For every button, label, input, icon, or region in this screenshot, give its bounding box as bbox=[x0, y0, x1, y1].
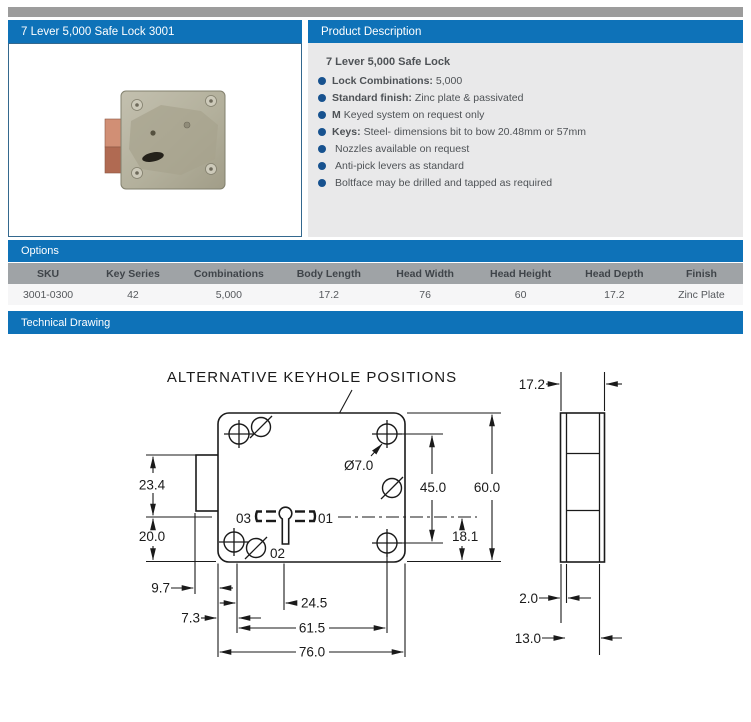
page-top-divider-bar bbox=[8, 7, 743, 17]
dimension-label: 7.3 bbox=[181, 610, 200, 626]
product-description-title: Product Description bbox=[321, 25, 422, 38]
dimension-label: 17.2 bbox=[518, 377, 545, 392]
dimension-label: 20.0 bbox=[138, 529, 166, 544]
list-item: M Keyed system on request only bbox=[318, 110, 733, 121]
product-photo-panel bbox=[8, 43, 302, 237]
dimension-label: 18.1 bbox=[452, 529, 479, 544]
dimension-label: 60.0 bbox=[473, 480, 501, 495]
column-header-finish: Finish bbox=[685, 267, 717, 280]
column-header-head-depth: Head Depth bbox=[585, 267, 644, 280]
table-row bbox=[8, 284, 743, 305]
list-item: Anti-pick levers as standard bbox=[318, 161, 733, 172]
column-header-key-series: Key Series bbox=[106, 267, 160, 280]
bullet-icon bbox=[318, 77, 326, 85]
bullet-icon bbox=[318, 94, 326, 102]
table-header-row bbox=[8, 263, 743, 284]
spindle-hole bbox=[184, 122, 190, 128]
dimension-label: 45.0 bbox=[419, 480, 447, 495]
list-item: Nozzles available on request bbox=[318, 144, 733, 155]
description-heading: 7 Lever 5,000 Safe Lock bbox=[326, 56, 451, 68]
product-title-header bbox=[8, 20, 302, 43]
lock-bolt bbox=[105, 119, 123, 173]
hole-diameter-label: Ø7.0 bbox=[344, 458, 374, 473]
bullet-icon bbox=[318, 128, 326, 136]
product-description-header bbox=[308, 20, 743, 43]
column-header-head-width: Head Width bbox=[396, 267, 454, 280]
dimension-label: 9.7 bbox=[151, 580, 170, 596]
column-header-sku: SKU bbox=[36, 267, 60, 280]
bullet-icon bbox=[318, 145, 326, 153]
product-description-panel bbox=[308, 43, 743, 237]
cell-head-width: 76 bbox=[419, 288, 431, 301]
dimension-label: 13.0 bbox=[514, 631, 541, 646]
description-bullet-list bbox=[318, 76, 733, 189]
bullet-icon bbox=[318, 179, 326, 187]
technical-drawing-canvas bbox=[0, 340, 751, 722]
dimension-label: 61.5 bbox=[298, 620, 326, 636]
list-item: Boltface may be drilled and tapped as required bbox=[318, 178, 733, 189]
cell-head-height: 60 bbox=[514, 288, 527, 301]
cell-finish: Zinc Plate bbox=[678, 288, 725, 301]
column-header-head-height: Head Height bbox=[489, 267, 552, 280]
keyhole-position-label: 02 bbox=[270, 546, 286, 561]
list-item: Lock Combinations: 5,000 bbox=[318, 76, 733, 87]
bullet-icon bbox=[318, 111, 326, 119]
product-title: 7 Lever 5,000 Safe Lock 3001 bbox=[21, 25, 175, 38]
rivet-dot bbox=[150, 130, 155, 135]
column-header-body-length: Body Length bbox=[296, 267, 361, 280]
options-header bbox=[8, 240, 743, 262]
list-item: Standard finish: Zinc plate & passivated bbox=[318, 93, 733, 104]
bolt-outline bbox=[196, 455, 219, 511]
list-item: Keys: Steel- dimensions bit to bow 20.48mm or 57mm bbox=[318, 127, 733, 138]
dimension-label: 24.5 bbox=[301, 595, 328, 611]
cell-key-series: 42 bbox=[127, 288, 139, 301]
cell-combinations: 5,000 bbox=[215, 288, 242, 301]
keyhole-position-label: 03 bbox=[235, 511, 251, 526]
dimension-label: 23.4 bbox=[138, 477, 166, 493]
drawing-annotation: ALTERNATIVE KEYHOLE POSITIONS bbox=[166, 369, 458, 386]
options-title: Options bbox=[21, 245, 59, 257]
dimension-label: 76.0 bbox=[298, 644, 326, 660]
cell-sku: 3001-0300 bbox=[22, 288, 74, 301]
side-view bbox=[561, 413, 605, 562]
dimension-label: 2.0 bbox=[519, 591, 538, 606]
options-table bbox=[8, 263, 743, 305]
cell-body-length: 17.2 bbox=[318, 288, 340, 301]
technical-drawing-header bbox=[8, 311, 743, 334]
bullet-icon bbox=[318, 162, 326, 170]
technical-drawing-title: Technical Drawing bbox=[21, 316, 111, 329]
cell-head-depth: 17.2 bbox=[604, 288, 625, 301]
keyhole-position-label: 01 bbox=[318, 511, 334, 526]
column-header-combinations: Combinations bbox=[193, 267, 264, 280]
product-photo bbox=[97, 85, 237, 197]
